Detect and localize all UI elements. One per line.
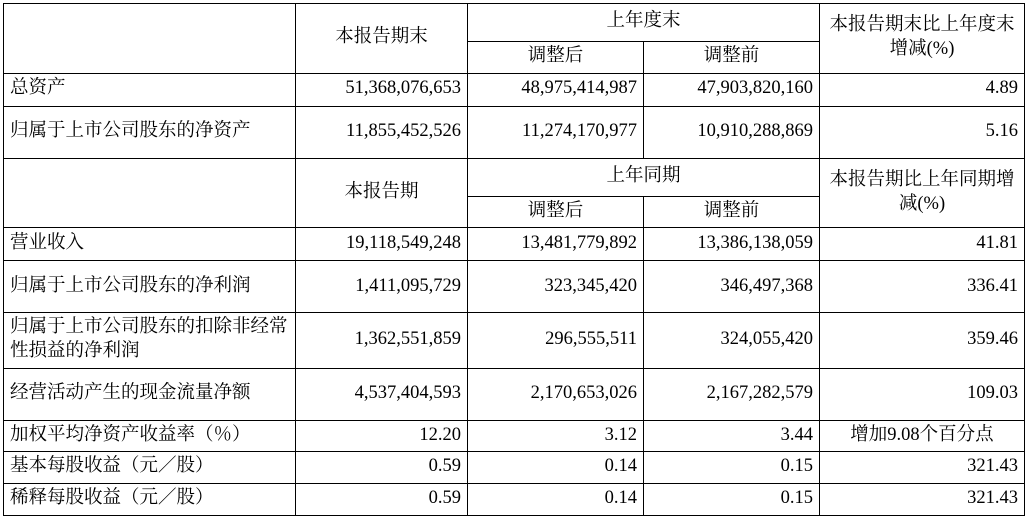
row-label-net-assets: 归属于上市公司股东的净资产 xyxy=(3,106,295,158)
header-adjusted-income: 调整后 xyxy=(467,196,643,228)
cell-revenue-before: 13,386,138,059 xyxy=(643,228,819,261)
cell-roe-current: 12.20 xyxy=(295,420,467,452)
header-before-adjust-income: 调整前 xyxy=(643,196,819,228)
cell-roe-change: 增加9.08个百分点 xyxy=(820,420,1025,452)
table-row xyxy=(3,106,1024,158)
cell-net-profit-before: 346,497,368 xyxy=(643,261,819,313)
table-row xyxy=(3,484,1024,516)
table-row xyxy=(3,228,1024,261)
cell-net-profit-current: 1,411,095,729 xyxy=(295,261,467,313)
cell-diluted-eps-current: 0.59 xyxy=(295,484,467,516)
header-adjusted-balance: 调整后 xyxy=(467,42,643,74)
table-row xyxy=(3,452,1024,484)
cell-total-assets-before: 47,903,820,160 xyxy=(643,73,819,106)
cell-net-assets-adjusted: 11,274,170,977 xyxy=(467,106,643,158)
table-header-row-balance-top xyxy=(3,4,1024,42)
cell-diluted-eps-adjusted: 0.14 xyxy=(467,484,643,516)
row-label-total-assets: 总资产 xyxy=(3,73,295,106)
table-row xyxy=(3,261,1024,313)
table-row xyxy=(3,73,1024,106)
header-prior-year-period-group: 上年同期 xyxy=(467,158,819,196)
financial-summary-table xyxy=(3,3,1025,516)
table-row xyxy=(3,368,1024,420)
cell-operating-cash-flow-change: 109.03 xyxy=(820,368,1025,420)
cell-basic-eps-change: 321.43 xyxy=(820,452,1025,484)
cell-roe-before: 3.44 xyxy=(643,420,819,452)
row-label-net-profit-deducted: 归属于上市公司股东的扣除非经常性损益的净利润 xyxy=(3,313,295,368)
cell-basic-eps-current: 0.59 xyxy=(295,452,467,484)
table-row xyxy=(3,313,1024,368)
cell-net-profit-deducted-change: 359.46 xyxy=(820,313,1025,368)
cell-roe-adjusted: 3.12 xyxy=(467,420,643,452)
cell-net-assets-current: 11,855,452,526 xyxy=(295,106,467,158)
cell-net-profit-adjusted: 323,345,420 xyxy=(467,261,643,313)
cell-operating-cash-flow-current: 4,537,404,593 xyxy=(295,368,467,420)
cell-net-profit-change: 336.41 xyxy=(820,261,1025,313)
cell-diluted-eps-change: 321.43 xyxy=(820,484,1025,516)
header-blank-cell-1 xyxy=(3,4,295,74)
cell-net-profit-deducted-before: 324,055,420 xyxy=(643,313,819,368)
header-before-adjust-balance: 调整前 xyxy=(643,42,819,74)
row-label-net-profit: 归属于上市公司股东的净利润 xyxy=(3,261,295,313)
header-change-balance: 本报告期末比上年度末增减(%) xyxy=(820,4,1025,74)
table-header-row-income-top xyxy=(3,158,1024,196)
cell-basic-eps-before: 0.15 xyxy=(643,452,819,484)
header-change-income: 本报告期比上年同期增减(%) xyxy=(820,158,1025,228)
cell-diluted-eps-before: 0.15 xyxy=(643,484,819,516)
cell-total-assets-change: 4.89 xyxy=(820,73,1025,106)
cell-basic-eps-adjusted: 0.14 xyxy=(467,452,643,484)
cell-total-assets-current: 51,368,076,653 xyxy=(295,73,467,106)
row-label-revenue: 营业收入 xyxy=(3,228,295,261)
row-label-basic-eps: 基本每股收益（元／股） xyxy=(3,452,295,484)
row-label-roe: 加权平均净资产收益率（％） xyxy=(3,420,295,452)
cell-revenue-change: 41.81 xyxy=(820,228,1025,261)
cell-revenue-current: 19,118,549,248 xyxy=(295,228,467,261)
cell-net-assets-before: 10,910,288,869 xyxy=(643,106,819,158)
header-prior-year-end-group: 上年度末 xyxy=(467,4,819,42)
table-row xyxy=(3,420,1024,452)
cell-operating-cash-flow-before: 2,167,282,579 xyxy=(643,368,819,420)
header-blank-cell-2 xyxy=(3,158,295,228)
cell-net-assets-change: 5.16 xyxy=(820,106,1025,158)
cell-net-profit-deducted-adjusted: 296,555,511 xyxy=(467,313,643,368)
cell-total-assets-adjusted: 48,975,414,987 xyxy=(467,73,643,106)
cell-revenue-adjusted: 13,481,779,892 xyxy=(467,228,643,261)
header-current-period: 本报告期 xyxy=(295,158,467,228)
row-label-diluted-eps: 稀释每股收益（元／股） xyxy=(3,484,295,516)
cell-net-profit-deducted-current: 1,362,551,859 xyxy=(295,313,467,368)
row-label-operating-cash-flow: 经营活动产生的现金流量净额 xyxy=(3,368,295,420)
header-current-period-end: 本报告期末 xyxy=(295,4,467,74)
cell-operating-cash-flow-adjusted: 2,170,653,026 xyxy=(467,368,643,420)
